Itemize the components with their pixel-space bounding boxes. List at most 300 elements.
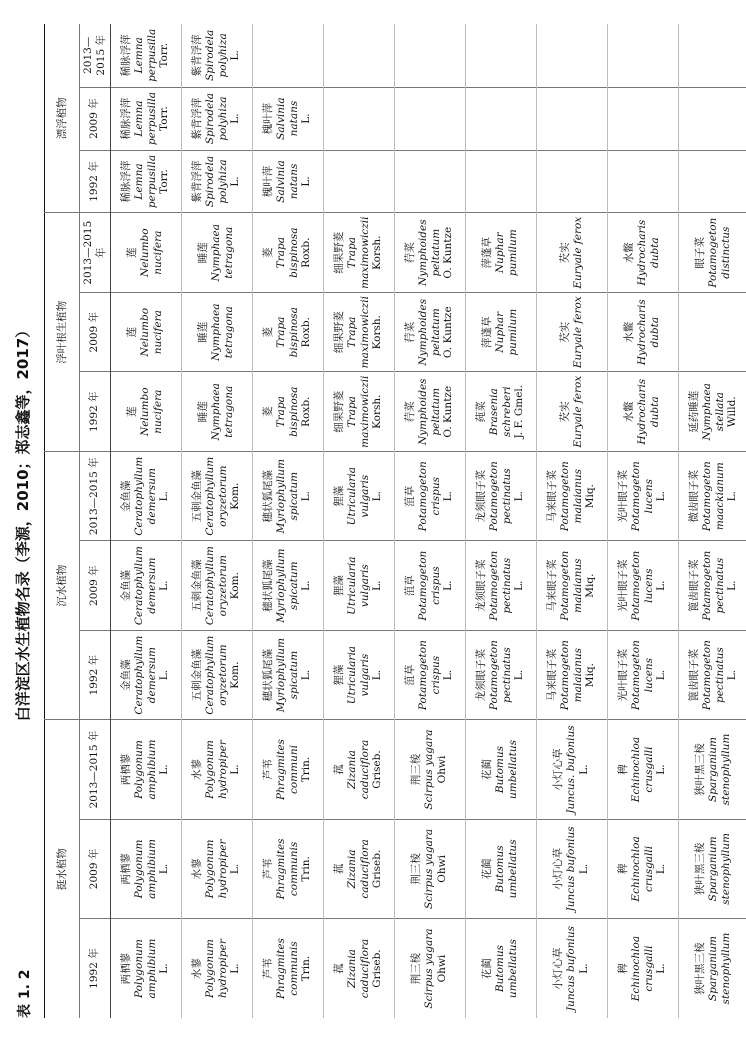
species-cell: [607, 819, 678, 918]
species-cell: [536, 372, 607, 452]
species-cell: [536, 87, 607, 150]
latin-name: Butomus umbellatus: [494, 939, 519, 999]
chinese-name: 小灯心草: [552, 847, 565, 890]
chinese-name: 紫背浮萍: [191, 34, 203, 77]
chinese-name: 荇菜: [404, 321, 416, 343]
author-name: L.: [229, 50, 242, 61]
species-cell: [181, 213, 252, 293]
author-name: Kom.: [229, 482, 242, 510]
latin-name: Ceratophyllum demersum: [132, 546, 158, 626]
author-name: L.: [158, 863, 171, 875]
latin-name: Phragmites communis: [274, 838, 300, 900]
species-cell: [536, 541, 607, 630]
species-cell: [110, 292, 181, 372]
latin-name: Nymphoides peltatum: [416, 378, 442, 445]
chinese-name: 莲: [126, 406, 139, 417]
plant-table: [44, 24, 746, 1018]
chinese-name: 狭叶黑三棱: [694, 842, 707, 896]
latin-name: Potamogeton crispus: [416, 461, 442, 532]
latin-name: Potamogeton distinctus: [707, 217, 732, 288]
latin-name: Juncus. bufonius: [565, 725, 578, 814]
author-name: O. Kuntze: [442, 226, 455, 279]
chinese-name: 睡莲: [197, 321, 210, 343]
species-cell: [607, 451, 678, 540]
chinese-name: 菹草: [404, 575, 416, 597]
author-name: L.: [442, 669, 455, 681]
latin-name: Hydrocharis dubta: [636, 219, 661, 286]
species-cell: [394, 630, 465, 719]
latin-name: Nymphaea stellata: [700, 383, 726, 441]
chinese-name: 荇菜: [404, 242, 416, 264]
latin-name: Scirpus yagara: [423, 928, 436, 1009]
author-name: Trin.: [300, 756, 313, 783]
chinese-name: 水鳖: [623, 242, 636, 264]
author-name: L.: [371, 491, 384, 502]
latin-name: Phragmites communis: [274, 938, 300, 1000]
chinese-name: 槐叶萍: [262, 102, 274, 135]
species-cell: [110, 372, 181, 452]
species-cell: [110, 24, 181, 87]
table-row: [181, 24, 252, 1018]
chinese-name: 龙须眼子菜: [475, 648, 487, 702]
author-name: Roxb.: [300, 396, 313, 427]
species-cell: [181, 630, 252, 719]
chinese-name: 菰: [333, 863, 345, 875]
latin-name: Hydrocharis dubta: [636, 299, 661, 366]
latin-name: Utricularia vulgaris: [345, 645, 371, 705]
author-name: L.: [229, 963, 242, 974]
species-cell: [181, 720, 252, 819]
chinese-name: 萍蓬草: [481, 236, 494, 269]
chinese-name: 水鳖: [623, 401, 636, 423]
chinese-name: 荆三棱: [410, 753, 423, 786]
year-header: 1992 年: [80, 630, 111, 719]
species-cell: [536, 213, 607, 293]
species-cell: [110, 541, 181, 630]
author-name: Ohwi: [435, 855, 448, 883]
latin-name: Euryale ferox: [571, 375, 584, 448]
latin-name: Trapa maximowiczii: [345, 375, 371, 448]
author-name: J. F. Gmel.: [513, 384, 526, 439]
latin-name: Potamogeton pectinatus: [487, 550, 513, 621]
latin-name: Polygonum hydropiper: [203, 740, 229, 799]
chinese-name: 马来眼子菜: [546, 648, 558, 702]
chinese-name: 水鳖: [623, 321, 636, 343]
species-cell: [394, 919, 465, 1018]
chinese-name: 细果野菱: [333, 311, 345, 354]
author-name: L.: [442, 580, 455, 591]
latin-name: Echinochloa crusgalli: [629, 736, 655, 803]
species-cell: [181, 372, 252, 452]
chinese-name: 金鱼藻: [120, 659, 132, 691]
species-cell: [536, 292, 607, 372]
author-name: Griseb.: [371, 949, 384, 988]
species-cell: [323, 819, 394, 918]
author-name: L.: [655, 764, 668, 775]
author-name: L.: [158, 669, 171, 681]
table-row: [323, 24, 394, 1018]
species-cell: [181, 819, 252, 918]
species-cell: [394, 213, 465, 293]
species-cell: [678, 541, 746, 630]
latin-name: Scirpus yagara: [423, 828, 436, 909]
author-name: Willd.: [726, 396, 739, 428]
species-cell: [323, 720, 394, 819]
chinese-name: 两栖蓼: [120, 753, 132, 786]
year-header-row: [80, 24, 111, 1018]
author-name: L.: [300, 580, 313, 591]
year-header: 2013—2015 年: [80, 720, 111, 819]
species-cell: [465, 87, 536, 150]
author-name: Griseb.: [371, 750, 384, 789]
chinese-name: 紫背浮萍: [191, 160, 203, 203]
latin-name: Lemna perpusilla: [132, 28, 158, 82]
latin-name: Nymphaea tetragona: [210, 224, 235, 282]
group-header: 漂浮植物: [45, 24, 80, 213]
latin-name: Salvinia natans: [274, 160, 300, 203]
latin-name: Brasenia schreberi: [487, 386, 513, 437]
year-header: 1992 年: [80, 919, 111, 1018]
latin-name: Utricularia vulgaris: [345, 556, 371, 615]
species-cell: [536, 819, 607, 918]
chinese-name: 菹草: [404, 664, 416, 686]
species-cell: [252, 819, 323, 918]
species-cell: [465, 919, 536, 1018]
latin-name: Potamogeton pectinatus: [700, 550, 726, 621]
table-row: [678, 24, 746, 1018]
chinese-name: 水蓼: [191, 958, 203, 980]
species-cell: [394, 372, 465, 452]
latin-name: Potamogeton pectinatus: [487, 461, 513, 532]
chinese-name: 光叶眼子菜: [617, 648, 629, 702]
chinese-name: 水蓼: [191, 759, 203, 781]
author-name: L.: [229, 764, 242, 775]
latin-name: Nelumbo nucifera: [139, 387, 164, 436]
chinese-name: 光叶眼子菜: [617, 469, 629, 523]
author-name: Miq.: [584, 573, 597, 598]
species-cell: [678, 213, 746, 293]
species-cell: [394, 451, 465, 540]
species-cell: [607, 541, 678, 630]
chinese-name: 花蔺: [481, 759, 494, 781]
species-cell: [394, 87, 465, 150]
latin-name: Ceratophyllum demersum: [132, 456, 158, 536]
author-name: Korsh.: [371, 394, 384, 429]
latin-name: Trapa maximowiczii: [345, 296, 371, 369]
species-cell: [252, 372, 323, 452]
table-row: [465, 24, 536, 1018]
chinese-name: 稗: [617, 963, 629, 974]
chinese-name: 穗状狐尾藻: [262, 469, 274, 523]
author-name: L.: [726, 580, 739, 591]
latin-name: Nymphaea tetragona: [210, 303, 235, 361]
species-cell: [252, 541, 323, 630]
latin-name: Echinochloa crusgalli: [629, 935, 655, 1002]
chinese-name: 稗: [617, 764, 629, 775]
year-header: 2009 年: [80, 87, 111, 150]
species-cell: [607, 630, 678, 719]
latin-name: Sparganium stenophyllum: [707, 833, 732, 905]
chinese-name: 微齿眼子菜: [688, 469, 700, 523]
latin-name: Butomus umbellatus: [494, 740, 519, 800]
author-name: L.: [513, 669, 526, 681]
chinese-name: 花蔺: [481, 858, 494, 880]
author-name: L.: [229, 176, 242, 187]
chinese-name: 金鱼藻: [120, 480, 132, 512]
author-name: L.: [229, 863, 242, 875]
species-cell: [607, 150, 678, 213]
author-name: L.: [655, 963, 668, 974]
author-name: Miq.: [584, 484, 597, 509]
latin-name: Trapa bispinosa: [274, 227, 300, 278]
species-cell: [536, 150, 607, 213]
chinese-name: 稀脉浮萍: [120, 97, 132, 140]
species-cell: [323, 150, 394, 213]
chinese-name: 芡实: [558, 321, 571, 343]
table-row: [252, 24, 323, 1018]
chinese-name: 两栖蓼: [120, 952, 132, 985]
species-cell: [607, 292, 678, 372]
chinese-name: 马来眼子菜: [546, 469, 558, 523]
group-header-row: [45, 24, 80, 1018]
latin-name: Scirpus yagara: [423, 729, 436, 810]
author-name: Trin.: [300, 955, 313, 982]
table-body: [110, 24, 746, 1018]
latin-name: Ceratophyllum oryzetorum: [203, 546, 229, 626]
species-cell: [181, 919, 252, 1018]
chinese-name: 荇菜: [404, 401, 416, 423]
latin-name: Sparganium stenophyllum: [707, 733, 732, 806]
chinese-name: 小灯心草: [552, 748, 565, 791]
species-cell: [110, 720, 181, 819]
author-name: Ohwi: [435, 954, 448, 983]
latin-name: Potamogeton malaianus: [558, 550, 584, 621]
latin-name: Nymphaea tetragona: [210, 383, 235, 441]
species-cell: [678, 451, 746, 540]
author-name: Roxb.: [300, 317, 313, 348]
author-name: L.: [158, 580, 171, 591]
species-cell: [465, 372, 536, 452]
chinese-name: 细果野菱: [333, 231, 345, 274]
latin-name: Phragmites communi: [274, 739, 300, 801]
year-header: 1992 年: [80, 150, 111, 213]
species-cell: [323, 372, 394, 452]
chinese-name: 芦苇: [262, 759, 274, 781]
species-cell: [252, 919, 323, 1018]
latin-name: Polygonum amphibium: [132, 938, 158, 999]
chinese-name: 芦苇: [262, 958, 274, 980]
latin-name: Ceratophyllum demersum: [132, 635, 158, 715]
year-header: 2013—2015 年: [80, 213, 111, 293]
author-name: Kom.: [229, 661, 242, 689]
chinese-name: 萍蓬草: [481, 316, 494, 348]
latin-name: Salvinia natans: [274, 97, 300, 140]
chinese-name: 两栖蓼: [120, 853, 132, 885]
species-cell: [536, 630, 607, 719]
chinese-name: 小灯心草: [552, 947, 565, 990]
chinese-name: 莲: [126, 247, 139, 258]
author-name: L.: [158, 963, 171, 974]
author-name: L.: [513, 491, 526, 502]
author-name: L.: [158, 491, 171, 502]
species-cell: [110, 213, 181, 293]
latin-name: Potamogeton lucens: [629, 461, 655, 532]
species-cell: [252, 720, 323, 819]
author-name: Torr.: [158, 106, 171, 131]
species-cell: [181, 87, 252, 150]
species-cell: [607, 919, 678, 1018]
chinese-name: 稀脉浮萍: [120, 160, 132, 203]
species-cell: [110, 630, 181, 719]
year-header: 2009 年: [80, 292, 111, 372]
latin-name: Lemna perpusilla: [132, 91, 158, 146]
latin-name: Potamogeton malaianus: [558, 640, 584, 711]
latin-name: Juncus bufonius: [565, 826, 578, 912]
table-title: 白洋淀区水生植物名录（李源，2010；郑志鑫等，2017）: [14, 322, 32, 722]
species-cell: [465, 819, 536, 918]
chinese-name: 狸藻: [333, 485, 345, 507]
author-name: Griseb.: [371, 849, 384, 889]
author-name: L.: [655, 491, 668, 502]
author-name: L.: [513, 580, 526, 591]
latin-name: Ceratophyllum oryzetorum: [203, 635, 229, 715]
species-cell: [678, 819, 746, 918]
chinese-name: 莼菜: [475, 401, 487, 423]
species-cell: [252, 451, 323, 540]
chinese-name: 睡莲: [197, 242, 210, 264]
latin-name: Nuphar pumilum: [494, 308, 519, 356]
chinese-name: 龙须眼子菜: [475, 469, 487, 523]
latin-name: Potamogeton pectinatus: [700, 640, 726, 711]
species-cell: [678, 292, 746, 372]
species-cell: [323, 213, 394, 293]
species-cell: [110, 451, 181, 540]
latin-name: Myriophyllum spicatum: [274, 459, 300, 534]
chinese-name: 芡实: [558, 242, 571, 264]
species-cell: [465, 24, 536, 87]
latin-name: Polygonum hydropiper: [203, 939, 229, 998]
author-name: L.: [300, 491, 313, 502]
group-header: 挺水植物: [45, 720, 80, 1018]
latin-name: Nymphoides peltatum: [416, 298, 442, 366]
species-cell: [678, 87, 746, 150]
species-cell: [252, 24, 323, 87]
latin-name: Utricularia vulgaris: [345, 467, 371, 526]
species-cell: [465, 720, 536, 819]
species-cell: [110, 150, 181, 213]
species-cell: [181, 541, 252, 630]
table-row: [607, 24, 678, 1018]
species-cell: [323, 292, 394, 372]
species-cell: [110, 819, 181, 918]
latin-name: Trapa bispinosa: [274, 307, 300, 358]
latin-name: Potamogeton maackianum: [700, 461, 726, 532]
species-cell: [252, 630, 323, 719]
species-cell: [252, 87, 323, 150]
latin-name: Polygonum amphibium: [132, 739, 158, 800]
species-cell: [465, 541, 536, 630]
species-cell: [323, 630, 394, 719]
species-cell: [394, 292, 465, 372]
species-cell: [607, 372, 678, 452]
chinese-name: 菰: [333, 764, 345, 775]
year-header: 2013—2015 年: [80, 451, 111, 540]
table-row: [536, 24, 607, 1018]
chinese-name: 菰: [333, 963, 345, 974]
chinese-name: 篦齿眼子菜: [688, 559, 700, 612]
year-header: 2009 年: [80, 819, 111, 918]
chinese-name: 紫背浮萍: [191, 97, 203, 140]
author-name: L.: [158, 764, 171, 775]
chinese-name: 金鱼藻: [120, 569, 132, 602]
species-cell: [323, 451, 394, 540]
author-name: Torr.: [158, 42, 171, 68]
species-cell: [394, 720, 465, 819]
latin-name: Nymphoides peltatum: [416, 219, 442, 286]
species-cell: [607, 720, 678, 819]
chinese-name: 光叶眼子菜: [617, 559, 629, 612]
species-cell: [678, 630, 746, 719]
author-name: Trin.: [300, 856, 313, 882]
latin-name: Zizania caduciflora: [345, 839, 371, 899]
species-cell: [607, 87, 678, 150]
year-header: 2013—2015 年: [80, 24, 111, 87]
chinese-name: 荆三棱: [410, 952, 423, 985]
species-cell: [678, 150, 746, 213]
author-name: L.: [655, 669, 668, 681]
author-name: L.: [655, 580, 668, 591]
year-header: 2009 年: [80, 541, 111, 630]
table-row: [110, 24, 181, 1018]
latin-name: Nelumbo nucifera: [139, 228, 164, 277]
species-cell: [110, 919, 181, 1018]
species-cell: [252, 292, 323, 372]
species-cell: [110, 87, 181, 150]
author-name: O. Kuntze: [442, 385, 455, 438]
chinese-name: 菹草: [404, 485, 416, 507]
species-cell: [678, 372, 746, 452]
species-cell: [394, 819, 465, 918]
species-cell: [536, 720, 607, 819]
latin-name: Zizania caduciflora: [345, 938, 371, 999]
author-name: Torr.: [158, 169, 171, 194]
chinese-name: 狭叶黑三棱: [694, 743, 707, 796]
author-name: L.: [300, 176, 313, 187]
author-name: L.: [577, 764, 590, 775]
table-label: 表 1. 2: [17, 969, 33, 1018]
species-cell: [465, 451, 536, 540]
species-cell: [465, 292, 536, 372]
chinese-name: 稗: [617, 863, 629, 875]
latin-name: Lemna perpusilla: [132, 154, 158, 209]
latin-name: Hydrocharis dubta: [636, 378, 661, 445]
latin-name: Nelumbo nucifera: [139, 307, 164, 357]
latin-name: Myriophyllum spicatum: [274, 637, 300, 713]
author-name: L.: [371, 669, 384, 681]
chinese-name: 眼子菜: [694, 236, 707, 269]
chinese-name: 莲: [126, 326, 139, 338]
year-header: 1992 年: [80, 372, 111, 452]
chinese-name: 花蔺: [481, 958, 494, 980]
chinese-name: 狸藻: [333, 575, 345, 597]
chinese-name: 芦苇: [262, 858, 274, 880]
species-cell: [465, 213, 536, 293]
species-cell: [678, 919, 746, 1018]
species-cell: [323, 919, 394, 1018]
latin-name: Potamogeton malaianus: [558, 461, 584, 532]
species-cell: [607, 24, 678, 87]
latin-name: Potamogeton lucens: [629, 550, 655, 621]
